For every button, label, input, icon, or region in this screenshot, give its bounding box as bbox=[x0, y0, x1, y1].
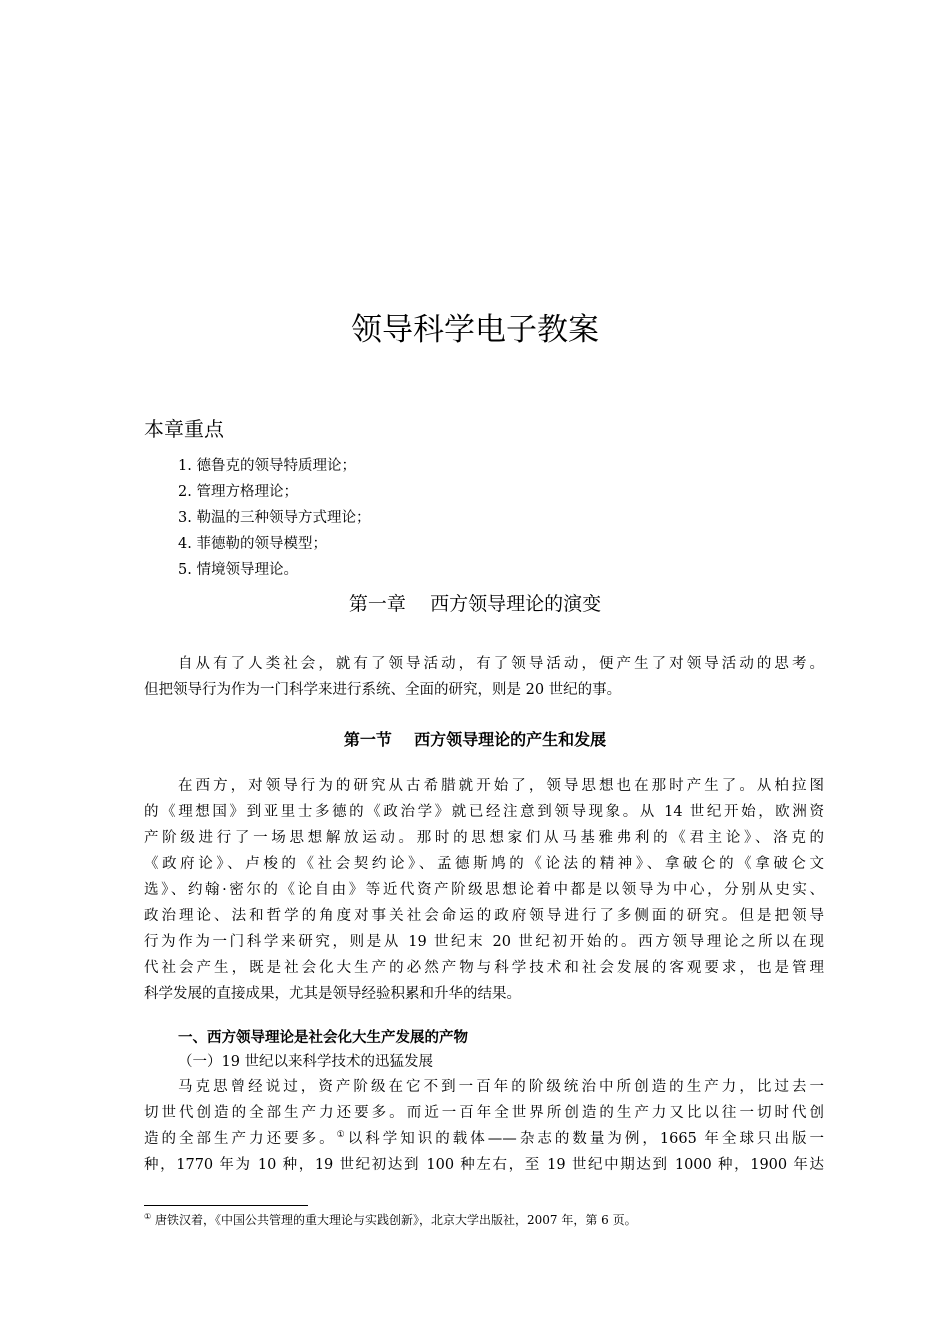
section-paragraph bbox=[144, 773, 824, 1007]
document-title: 领导科学电子教案 bbox=[351, 312, 599, 348]
subsection-title: 一、西方领导理论是社会化大生产发展的产物 bbox=[178, 1030, 468, 1046]
footnote bbox=[144, 1210, 637, 1230]
subsection-subtitle: （一）19 世纪以来科学技术的迅猛发展 bbox=[178, 1054, 434, 1070]
key-points-heading: 本章重点 bbox=[144, 417, 224, 441]
key-point-item: 3. 勒温的三种领导方式理论； bbox=[178, 510, 371, 526]
paragraph-line: 代社会产生，既是社会化大生产的必然产物与科学技术和社会发展的客观要求，也是管理 bbox=[144, 960, 824, 976]
paragraph-line: 自从有了人类社会，就有了领导活动，有了领导活动，便产生了对领导活动的思考。 bbox=[178, 656, 824, 672]
paragraph-line: 《政府论》、卢梭的《社会契约论》、孟德斯鸠的《论法的精神》、拿破仑的《拿破仑文 bbox=[144, 856, 824, 872]
paragraph-line: 选》、约翰·密尔的《论自由》等近代资产阶级思想论着中都是以领导为中心，分别从史实、 bbox=[144, 882, 824, 898]
line-text: 以科学知识的载体——杂志的数量为例，1665 年全球只出版一 bbox=[347, 1131, 824, 1147]
paragraph-line: 但把领导行为作为一门科学来进行系统、全面的研究，则是 20 世纪的事。 bbox=[144, 682, 622, 698]
paragraph-line: 切世代创造的全部生产力还要多。而近一百年全世界所创造的生产力又比以往一切时代创 bbox=[144, 1105, 824, 1121]
paragraph-line bbox=[144, 1126, 824, 1152]
key-point-item: 2. 管理方格理论； bbox=[178, 484, 298, 500]
key-point-item: 1. 德鲁克的领导特质理论； bbox=[178, 458, 356, 474]
paragraph-line: 政治理论、法和哲学的角度对事关社会命运的政府领导进行了多侧面的研究。但是把领导 bbox=[144, 908, 824, 924]
subsection-paragraph bbox=[144, 1074, 824, 1178]
footnote-divider bbox=[144, 1205, 308, 1206]
line-text: 造的全部生产力还要多。 bbox=[144, 1131, 337, 1147]
chapter-intro-paragraph bbox=[144, 651, 824, 703]
paragraph-line: 产阶级进行了一场思想解放运动。那时的思想家们从马基雅弗利的《君主论》、洛克的 bbox=[144, 830, 824, 846]
footnote-text: 唐铁汉着，《中国公共管理的重大理论与实践创新》，北京大学出版社，2007 年，第 6 页。 bbox=[151, 1213, 637, 1227]
paragraph-line: 在西方，对领导行为的研究从古希腊就开始了，领导思想也在那时产生了。从柏拉图 bbox=[178, 778, 824, 794]
paragraph-line: 种，1770 年为 10 种，19 世纪初达到 100 种左右，至 19 世纪中期达到 1000 种，1900 年达 bbox=[144, 1157, 824, 1173]
footnote-reference[interactable]: ① bbox=[336, 1130, 348, 1141]
chapter-title: 第一章 西方领导理论的演变 bbox=[348, 593, 602, 615]
paragraph-line: 马克思曾经说过，资产阶级在它不到一百年的阶级统治中所创造的生产力，比过去一 bbox=[178, 1079, 824, 1095]
section-title: 第一节 西方领导理论的产生和发展 bbox=[343, 730, 607, 749]
paragraph-line: 的《理想国》到亚里士多德的《政治学》就已经注意到领导现象。从 14 世纪开始，欧洲资 bbox=[144, 804, 824, 820]
key-points-list bbox=[178, 453, 370, 583]
key-point-item: 5. 情境领导理论。 bbox=[178, 562, 298, 578]
paragraph-line: 行为作为一门科学来研究，则是从 19 世纪末 20 世纪初开始的。西方领导理论之所以在现 bbox=[144, 934, 824, 950]
footnote-mark: ① bbox=[144, 1212, 152, 1221]
paragraph-line: 科学发展的直接成果，尤其是领导经验积累和升华的结果。 bbox=[144, 986, 521, 1002]
key-point-item: 4. 菲德勒的领导模型； bbox=[178, 536, 327, 552]
